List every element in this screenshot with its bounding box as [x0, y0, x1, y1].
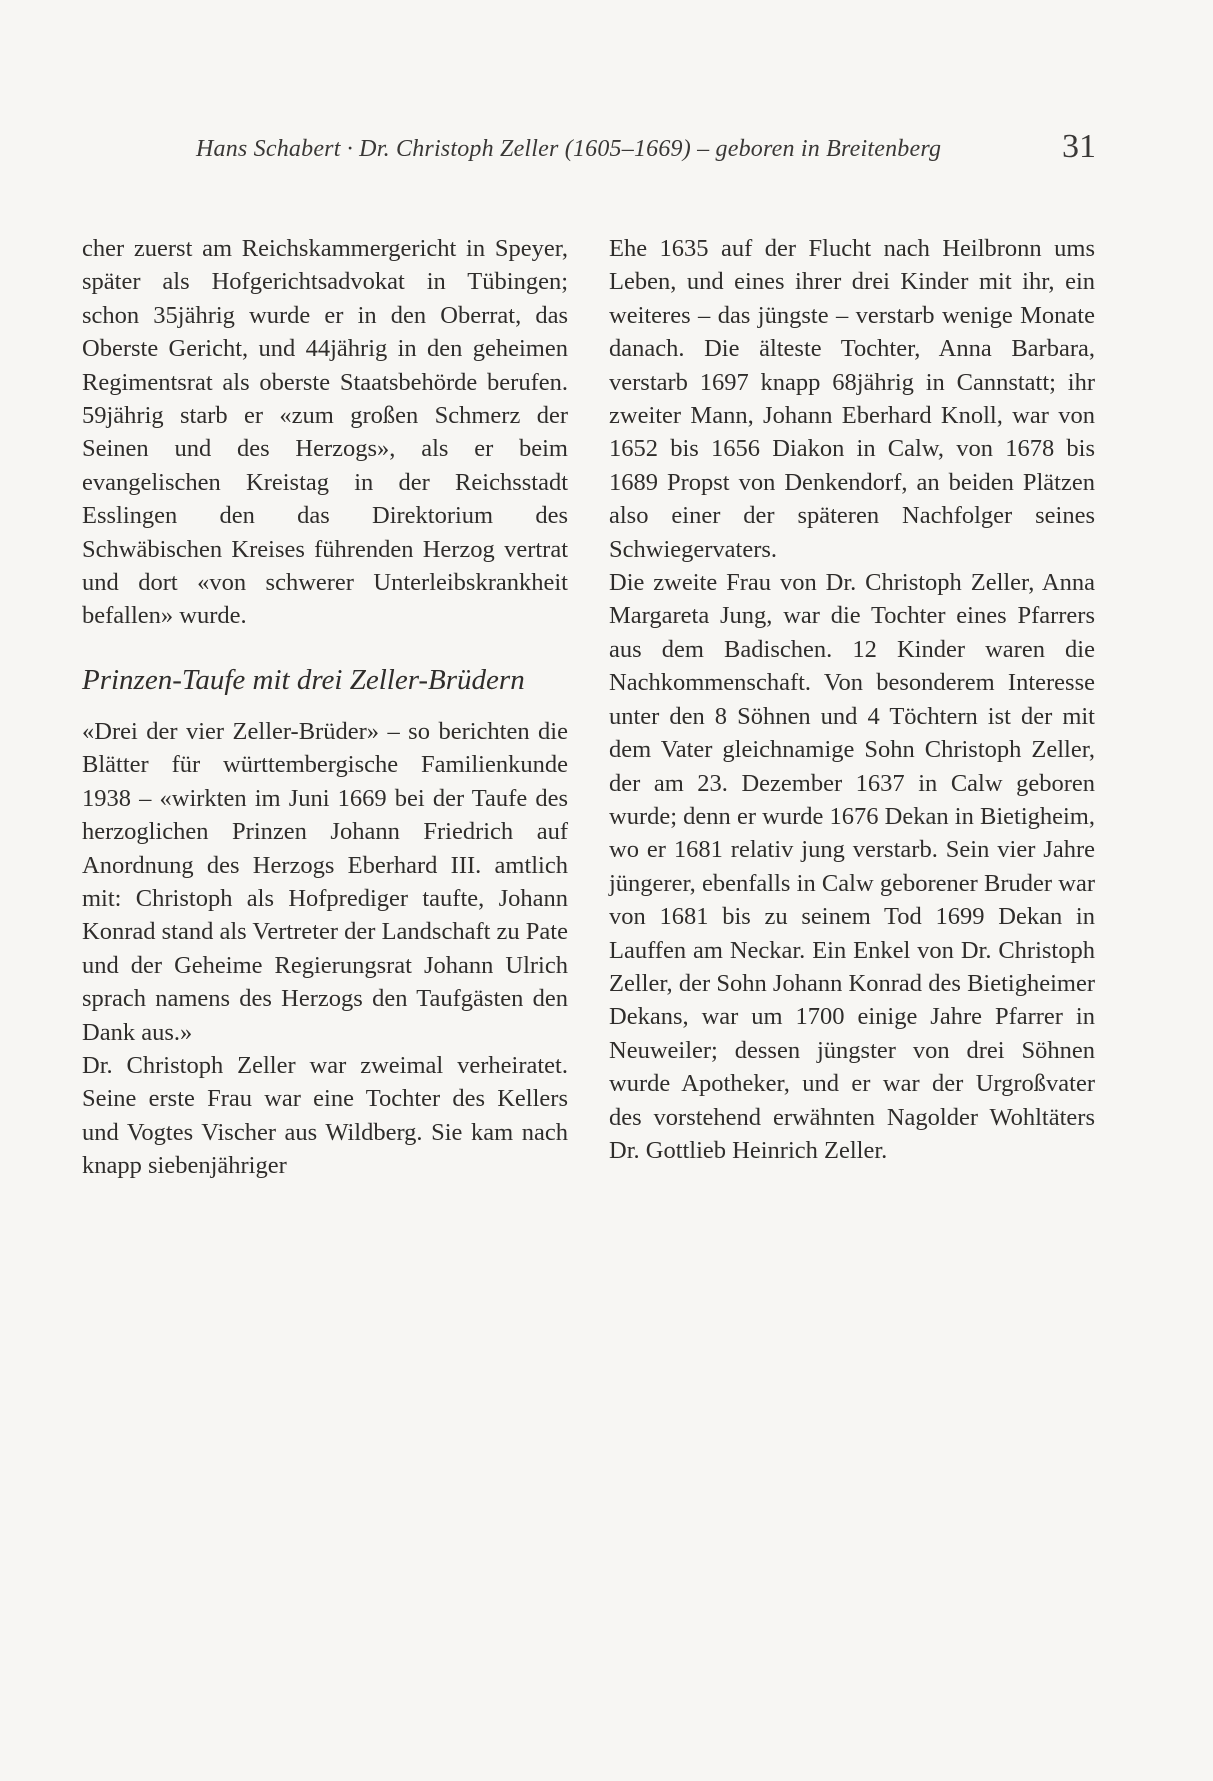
- body-paragraph: Die zweite Frau von Dr. Christoph Zeller, Anna Margareta Jung, war die Tochter eines Pfarrers aus dem Badischen. 12 Kinder waren die Nachkommenschaft. Von besonderem Interesse unter den 8 Söhnen und 4 Töchtern ist der mit dem Vater gleichnamige Sohn Christoph Zeller, der am 23. Dezember 1637 in Calw geboren wurde; denn er wurde 1676 Dekan in Bietigheim, wo er 1681 relativ jung verstarb. Sein vier Jahre jüngerer, ebenfalls in Calw geborener Bruder war von 1681 bis zu seinem Tod 1699 Dekan in Lauffen am Neckar. Ein Enkel von Dr. Christoph Zeller, der Sohn Johann Konrad des Bietigheimer Dekans, war um 1700 einige Jahre Pfarrer in Neuweiler; dessen jüngster von drei Söhnen wurde Apotheker, und er war der Urgroßvater des vorstehend erwähnten Nagolder Wohltäters Dr. Gottlieb Heinrich Zeller.: [609, 569, 1095, 1164]
- right-column: [609, 232, 1095, 1167]
- body-paragraph: cher zuerst am Reichskammergericht in Speyer, später als Hofgerichtsadvokat in Tübingen; schon 35jährig wurde er in den Oberrat, das Oberste Gericht, und 44jährig in den geheimen Regimentsrat als oberste Staatsbehörde berufen. 59jährig starb er «zum großen Schmerz der Seinen und des Herzogs», als er beim evangelischen Kreistag in der Reichsstadt Esslingen den das Direktorium des Schwäbischen Kreises führenden Herzog vertrat und dort «von schwerer Unterleibskrankheit befallen» wurde.: [82, 235, 568, 630]
- page-number: 31: [1062, 128, 1096, 165]
- running-header: [196, 128, 1096, 172]
- left-column: [82, 232, 568, 1183]
- section-heading: Prinzen-Taufe mit drei Zeller-Brüdern: [82, 663, 525, 696]
- running-title: Hans Schabert · Dr. Christoph Zeller (1605–1669) – geboren in Breitenberg: [196, 136, 942, 162]
- body-paragraph: Ehe 1635 auf der Flucht nach Heilbronn ums Leben, und eines ihrer drei Kinder mit ihr, ein weiteres – das jüngste – verstarb wenige Monate danach. Die älteste Tochter, Anna Barbara, verstarb 1697 knapp 68jährig in Cannstatt; ihr zweiter Mann, Johann Eberhard Knoll, war von 1652 bis 1656 Diakon in Calw, von 1678 bis 1689 Propst von Denkendorf, an beiden Plätzen also einer der späteren Nachfolger seines Schwiegervaters.: [609, 235, 1095, 563]
- body-paragraph: «Drei der vier Zeller-Brüder» – so berichten die Blätter für württembergische Familienkunde 1938 – «wirkten im Juni 1669 bei der Taufe des herzoglichen Prinzen Johann Friedrich auf Anordnung des Herzogs Eberhard III. amtlich mit: Christoph als Hofprediger taufte, Johann Konrad stand als Vertreter der Landschaft zu Pate und der Geheime Regierungsrat Johann Ulrich sprach namens des Herzogs den Taufgästen den Dank aus.»: [82, 717, 568, 1046]
- body-paragraph: Dr. Christoph Zeller war zweimal verheiratet. Seine erste Frau war eine Tochter des Kellers und Vogtes Vischer aus Wildberg. Sie kam nach knapp siebenjähriger: [82, 1051, 568, 1180]
